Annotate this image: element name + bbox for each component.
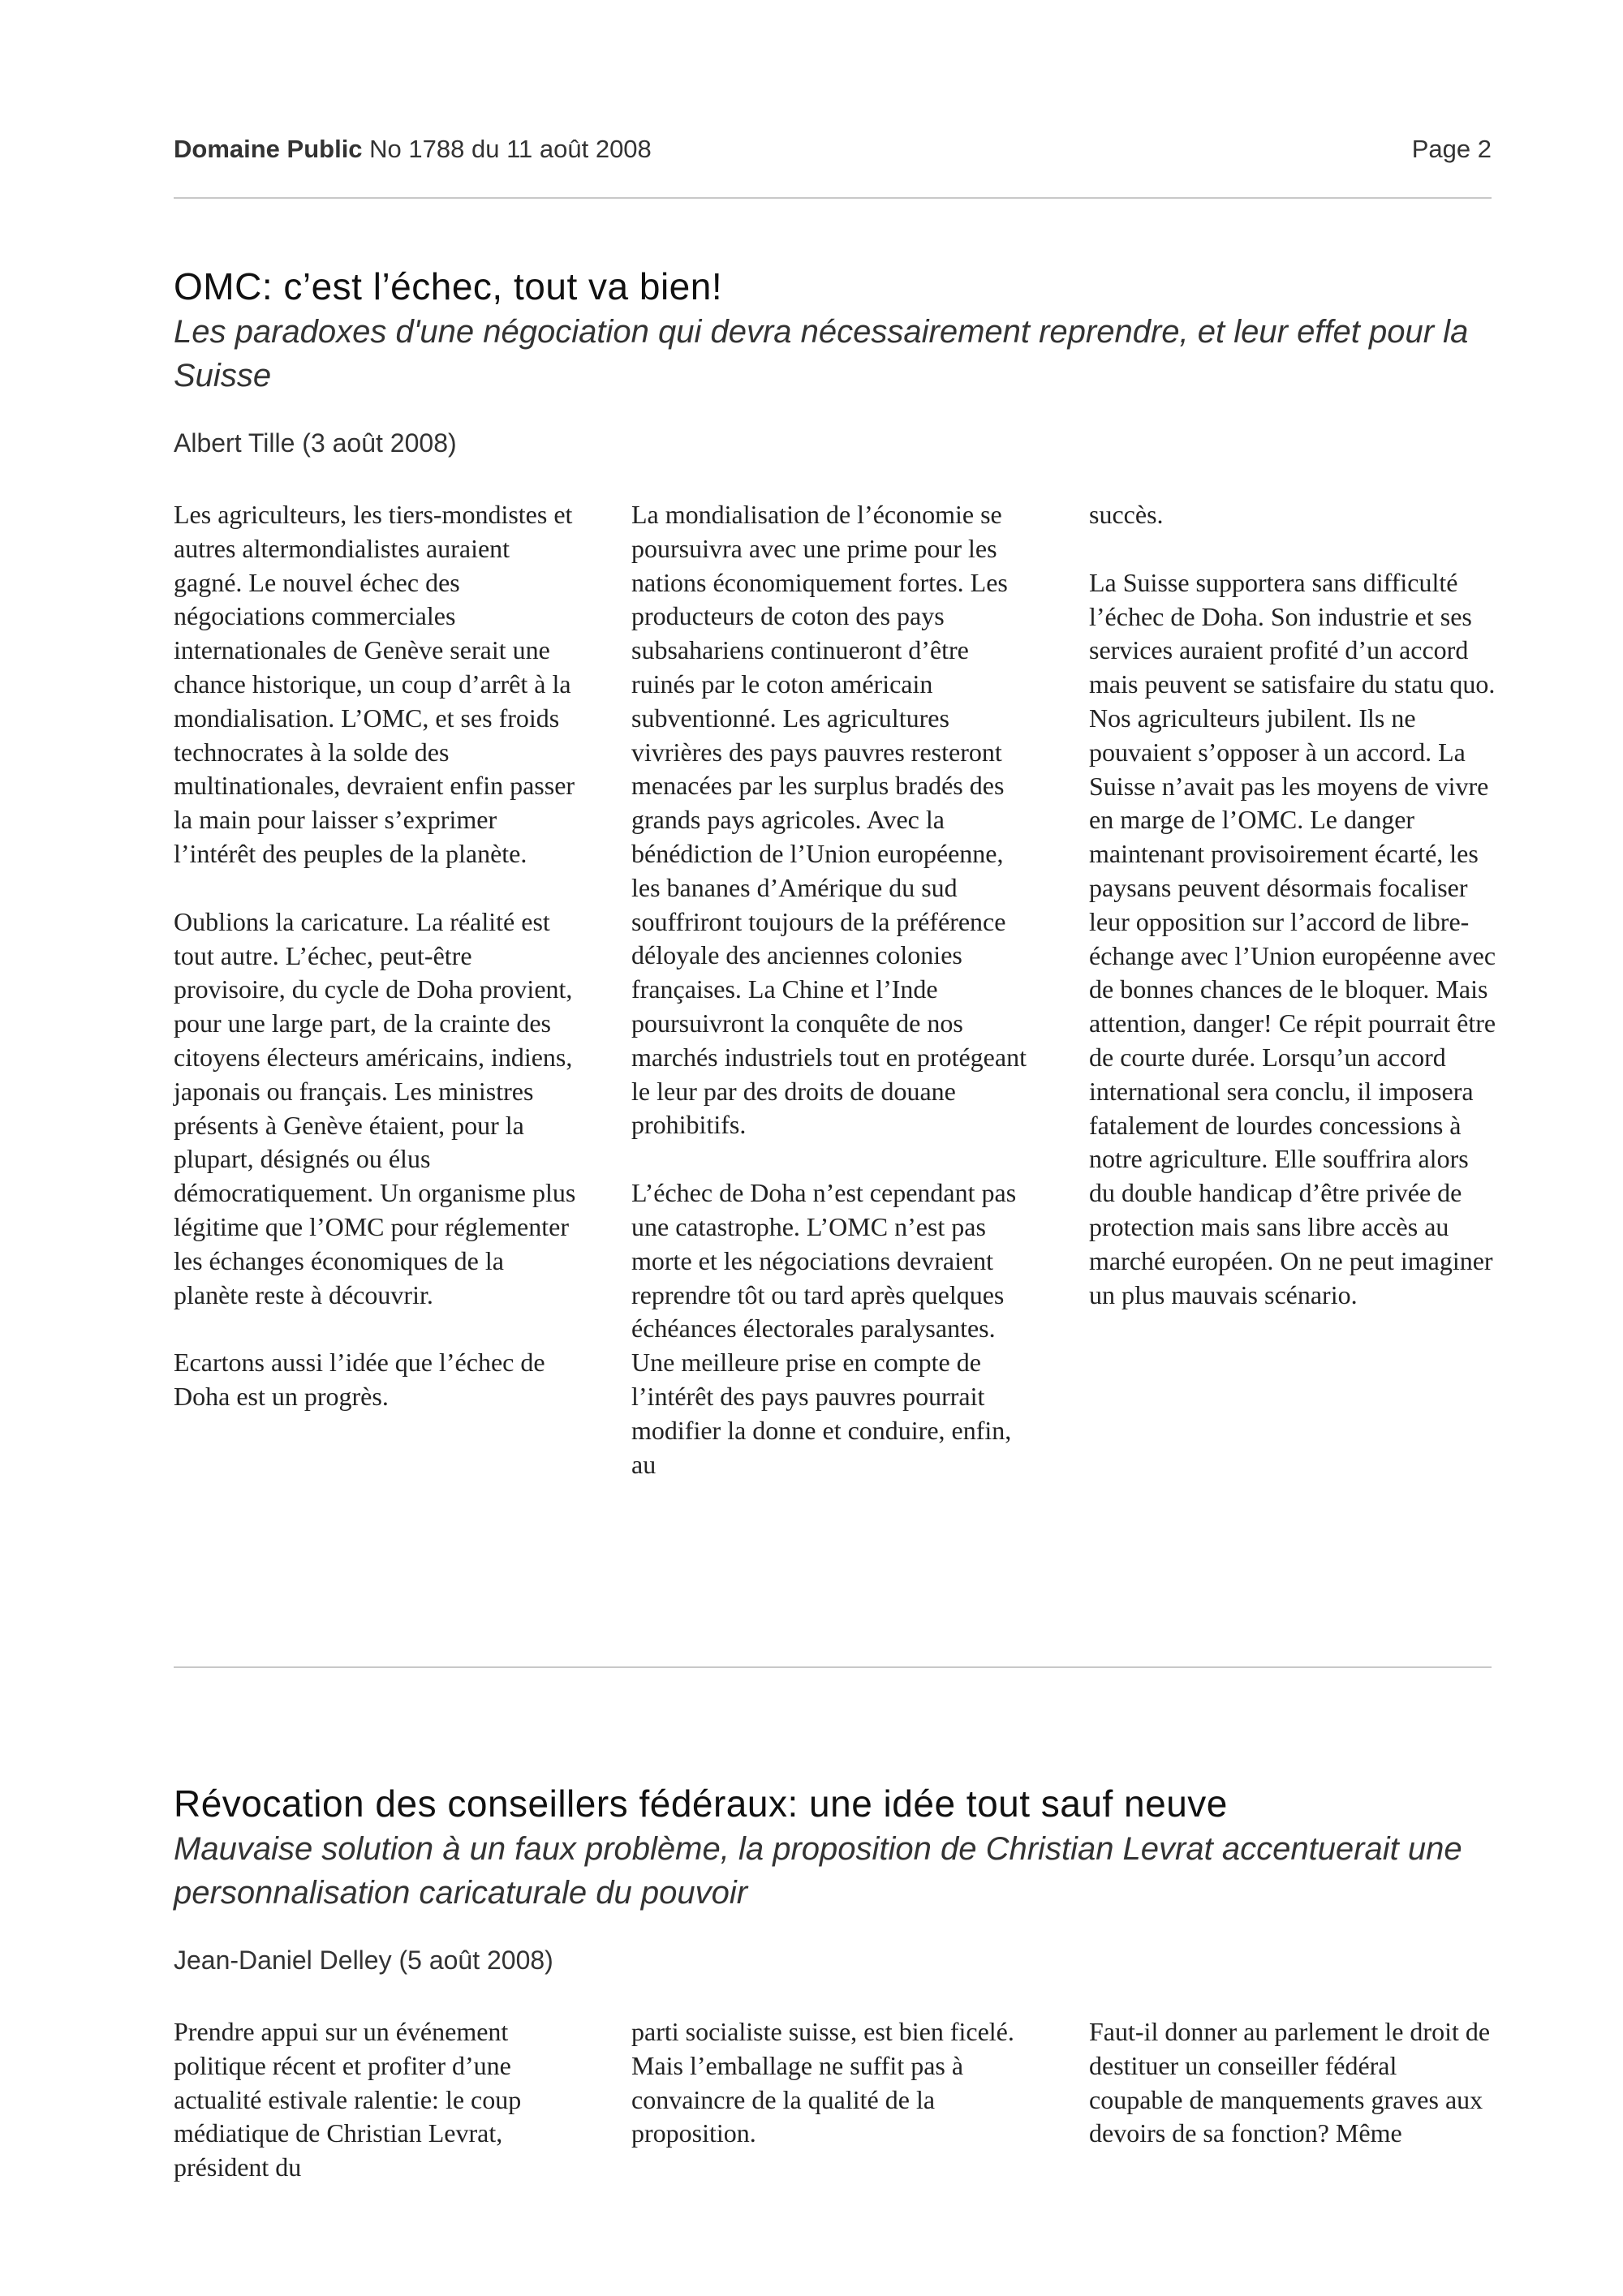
column-3 [1089,498,1496,1312]
issue-info: No 1788 du 11 août 2008 [369,135,652,163]
column-3 [1089,2015,1496,2151]
article-title: OMC: c’est l’échec, tout va bien! [174,265,723,307]
paragraph: Faut-il donner au parlement le droit de destituer un conseiller fédéral coupable de manquements graves aux devoirs de sa fonction? Même [1089,2017,1491,2148]
column-2 [631,498,1039,1481]
column-1 [174,2015,581,2185]
article-title: Révocation des conseillers fédéraux: une idée tout sauf neuve [174,1782,1228,1825]
article-subtitle: Mauvaise solution à un faux problème, la proposition de Christian Levrat accentuerait une personnalisation caricaturale du pouvoir [174,1831,1462,1911]
article-divider [174,1666,1492,1668]
column-2 [631,2015,1039,2151]
page-header [174,135,1492,167]
paragraph: L’échec de Doha n’est cependant pas une catastrophe. L’OMC n’est pas morte et les négociations devraient reprendre tôt ou tard après quelques échéances électorales paralysantes. Une meilleure prise en compte de l’intérêt des pays pauvres pourrait modifier la donne et conduire, enfin, au [631,1178,1017,1479]
page-number: Page 2 [1411,135,1492,163]
paragraph: Oublions la caricature. La réalité est tout autre. L’échec, peut-être provisoire, du cycle de Doha provient, pour une large part, de la crainte des citoyens électeurs américains, indiens, japonais ou français. Les ministres présents à Genève étaient, pour la plupart, désignés ou élus démocratiquement. Un organisme plus légitime que l’OMC pour réglementer les échanges économiques de la planète reste à découvrir. [174,906,576,1309]
paragraph: Les agriculteurs, les tiers-mondistes et autres altermondialistes auraient gagné. Le nouvel échec des négociations commerciales internationales de Genève serait une chance historique, un coup d’arrêt à la mondialisation. L’OMC, et ses froids technocrates à la solde des multinationales, devraient enfin passer la main pour laisser s’exprimer l’intérêt des peuples de la planète. [174,500,575,868]
paragraph: Prendre appui sur un événement politique récent et profiter d’une actualité estivale ralentie: le coup médiatique de Christian Levrat, président du [174,2017,522,2182]
publication-name: Domaine Public [174,135,363,163]
paragraph: La mondialisation de l’économie se poursuivra avec une prime pour les nations économiquement fortes. Les producteurs de coton des pays subsahariens continueront d’être ruinés par le coton américain subventionné. Les agricultures vivrières des pays pauvres resteront menacées par les surplus bradés des grands pays agricoles. Avec la bénédiction de l’Union européenne, les bananes d’Amérique du sud souffriront toujours de la préférence déloyale des anciennes colonies françaises. La Chine et l’Inde poursuivront la conquête de nos marchés industriels tout en protégeant le leur par des droits de douane prohibitifs. [631,500,1027,1140]
paragraph: Ecartons aussi l’idée que l’échec de Doha est un progrès. [174,1348,545,1412]
paragraph: La Suisse supportera sans difficulté l’échec de Doha. Son industrie et ses services auraient profité d’un accord mais peuvent se satisfaire du statu quo. Nos agriculteurs jubilent. Ils ne pouvaient s’opposer à un accord. La Suisse n’avait pas les moyens de vivre en marge de l’OMC. Le danger maintenant provisoirement écarté, les paysans peuvent désormais focaliser leur opposition sur l’accord de libre-échange avec l’Union européenne avec de bonnes chances de le bloquer. Mais attention, danger! Ce répit pourrait être de courte durée. Lorsqu’un accord international sera conclu, il imposera fatalement de lourdes concessions à notre agriculture. Elle souffrira alors du double handicap d’être privée de protection mais sans libre accès au marché européen. On ne peut imaginer un plus mauvais scénario. [1089,567,1496,1309]
header-divider [174,197,1492,199]
article-byline: Albert Tille (3 août 2008) [174,428,457,458]
column-1 [174,498,581,1414]
article-revocation [174,1780,1492,1976]
article-subtitle: Les paradoxes d'une négociation qui devra nécessairement reprendre, et leur effet pour la Suisse [174,314,1469,393]
paragraph: succès. [1089,500,1164,529]
article-byline: Jean-Daniel Delley (5 août 2008) [174,1946,553,1975]
paragraph: parti socialiste suisse, est bien ficelé. Mais l’emballage ne suffit pas à convaincre de la qualité de la proposition. [631,2017,1014,2148]
article-omc [174,263,1492,459]
